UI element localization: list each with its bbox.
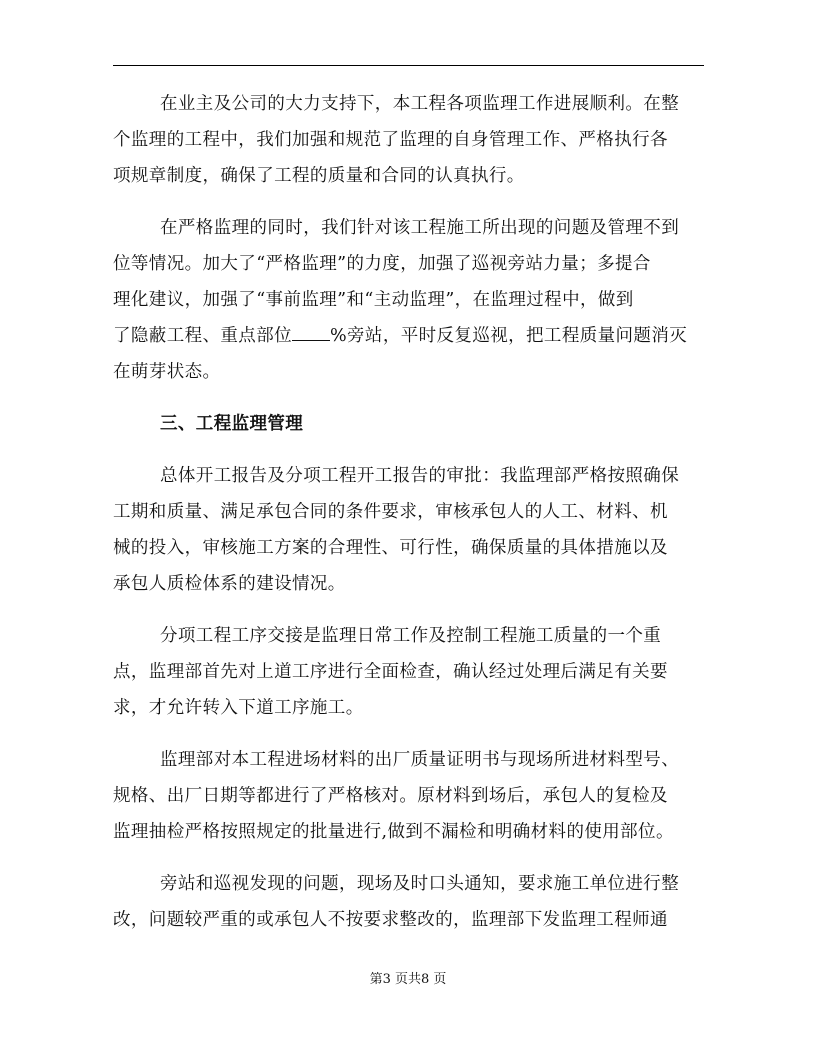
- paragraph-line: 求，才允许转入下道工序施工。: [113, 698, 364, 718]
- paragraph-line: [113, 318, 704, 354]
- paragraph-line: 点，监理部首先对上道工序进行全面检查，确认经过处理后满足有关要: [113, 662, 668, 682]
- paragraph-4: [113, 618, 704, 726]
- paragraph-line: 项规章制度，确保了工程的质量和合同的认真执行。: [113, 166, 525, 186]
- paragraph-1: [113, 86, 704, 194]
- line-text: 了隐蔽工程、重点部位: [113, 326, 292, 346]
- paragraph-line: 在萌芽状态。: [113, 362, 221, 382]
- header-rule: [113, 65, 704, 66]
- paragraph-line: 工期和质量、满足承包合同的条件要求，审核承包人的人工、材料、机: [113, 502, 668, 522]
- paragraph-line: 械的投入，审核施工方案的合理性、可行性，确保质量的具体措施以及: [113, 538, 668, 558]
- page-number: 第3 页共8 页: [369, 972, 447, 987]
- paragraph-5: [113, 742, 704, 850]
- paragraph-6: [113, 866, 704, 938]
- fill-in-blank: [292, 326, 330, 341]
- paragraph-line: 承包人质检体系的建设情况。: [113, 574, 346, 594]
- line-text: %旁站，平时反复巡视，把工程质量问题消灭: [330, 326, 688, 346]
- paragraph-2: [113, 210, 704, 390]
- paragraph-line: 在严格监理的同时，我们针对该工程施工所出现的问题及管理不到: [160, 218, 680, 238]
- paragraph-line: 理化建议，加强了“事前监理”和“主动监理”，在监理过程中，做到: [113, 290, 634, 310]
- paragraph-line: 改，问题较严重的或承包人不按要求整改的，监理部下发监理工程师通: [113, 910, 668, 930]
- paragraph-line: 分项工程工序交接是监理日常工作及控制工程施工质量的一个重: [160, 626, 662, 646]
- paragraph-line: 旁站和巡视发现的问题，现场及时口头通知，要求施工单位进行整: [160, 874, 680, 894]
- document-body: [113, 86, 704, 938]
- paragraph-line: 监理抽检严格按照规定的批量进行,做到不漏检和明确材料的使用部位。: [113, 822, 674, 842]
- paragraph-line: 监理部对本工程进场材料的出厂质量证明书与现场所进材料型号、: [160, 750, 680, 770]
- paragraph-line: 个监理的工程中，我们加强和规范了监理的自身管理工作、严格执行各: [113, 130, 668, 150]
- paragraph-line: 规格、出厂日期等都进行了严格核对。原材料到场后，承包人的复检及: [113, 786, 668, 806]
- paragraph-line: 在业主及公司的大力支持下，本工程各项监理工作进展顺利。在整: [160, 94, 680, 114]
- paragraph-line: 总体开工报告及分项工程开工报告的审批：我监理部严格按照确保: [160, 466, 680, 486]
- section-heading: 三、工程监理管理: [160, 414, 304, 434]
- paragraph-line: 位等情况。加大了“严格监理”的力度，加强了巡视旁站力量；多提合: [113, 254, 651, 274]
- paragraph-3: [113, 458, 704, 602]
